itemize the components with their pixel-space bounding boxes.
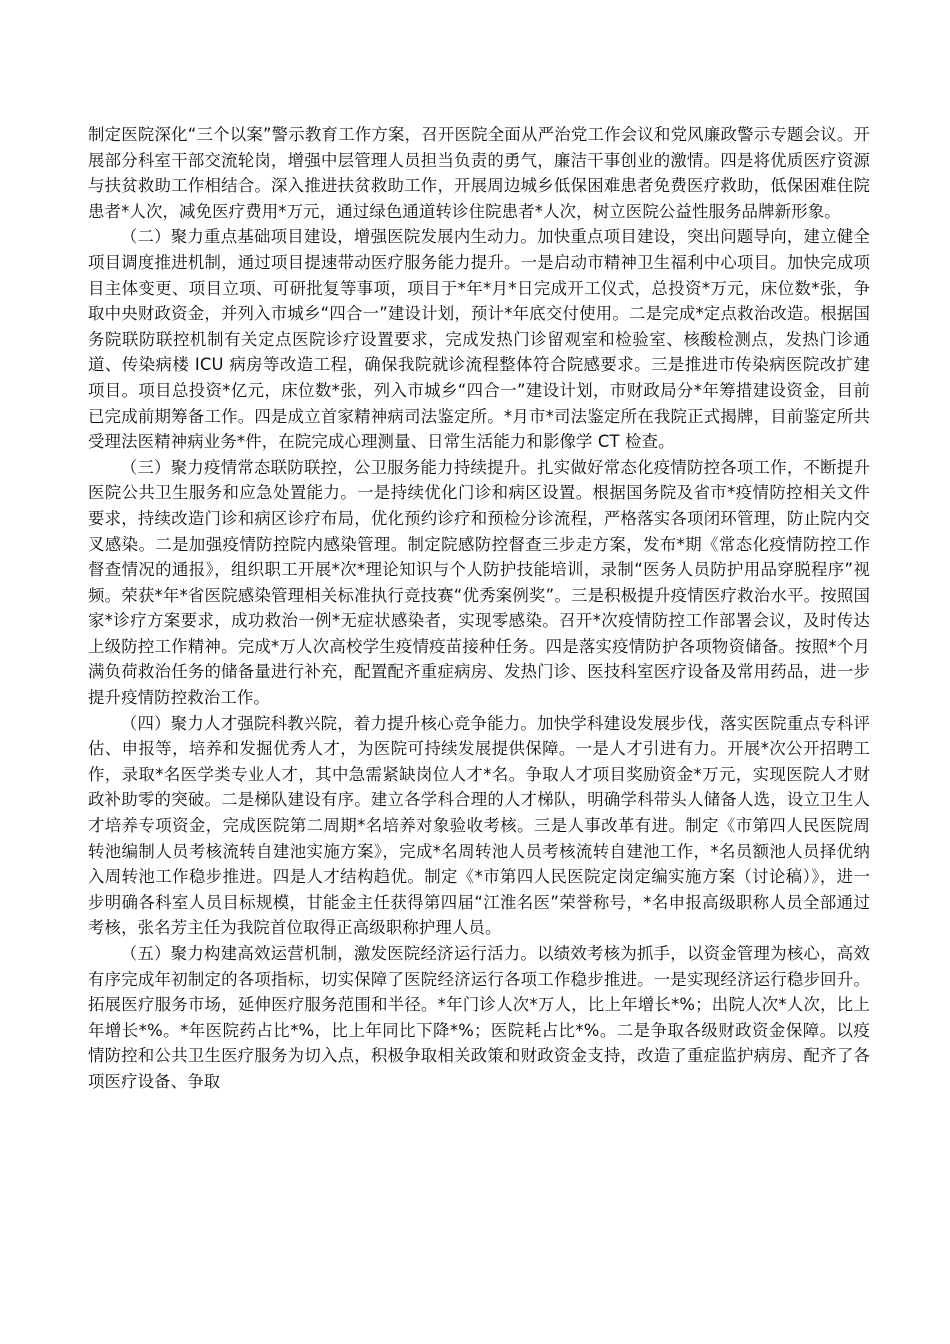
paragraph-section-5: （五）聚力构建高效运营机制，激发医院经济运行活力。以绩效考核为抓手，以资金管理为核心，高效有序完成年初制定的各项指标，切实保障了医院经济运行各项工作稳步推进。一是实现经济运行稳步回升。拓展医疗服务市场，延伸医疗服务范围和半径。*年门诊人次*万人，比上年增长*%；出院人次*人次，比上年增长*%。*年医院药占比*%，比上年同比下降*%；医院耗占比*%。二是争取各级财政资金保障。以疫情防控和公共卫生医疗服务为切入点，积极争取相关政策和财政资金支持，改造了重症监护病房、配齐了各项医疗设备、争取	[88, 944, 870, 1091]
paragraph-section-2: （二）聚力重点基础项目建设，增强医院发展内生动力。加快重点项目建设，突出问题导向，建立健全项目调度推进机制，通过项目提速带动医疗服务能力提升。一是启动市精神卫生福利中心项目。加快完成项目主体变更、项目立项、可研批复等事项，项目于*年*月*日完成开工仪式，总投资*万元，床位数*张，争取中央财政资金，并列入市城乡“四合一”建设计划，预计*年底交付使用。二是完成*定点救治改造。根据国务院联防联控机制有关定点医院诊疗设置要求，完成发热门诊留观室和检验室、核酸检测点，发热门诊通道、传染病楼 ICU 病房等改造工程，确保我院就诊流程整体符合院感要求。三是推进市传染病医院改扩建项目。项目总投资*亿元，床位数*张，列入市城乡“四合一”建设计划，市财政局分*年筹措建设资金，目前已完成前期筹备工作。四是成立首家精神病司法鉴定所。*月市*司法鉴定所在我院正式揭牌，目前鉴定所共受理法医精神病业务*件，在院完成心理测量、日常生活能力和影像学 CT 检查。	[88, 227, 870, 452]
paragraph-section-4: （四）聚力人才强院科教兴院，着力提升核心竞争能力。加快学科建设发展步伐，落实医院重点专科评估、申报等，培养和发掘优秀人才，为医院可持续发展提供保障。一是人才引进有力。开展*次公开招聘工作，录取*名医学类专业人才，其中急需紧缺岗位人才*名。争取人才项目奖励资金*万元，实现医院人才财政补助零的突破。二是梯队建设有序。建立各学科合理的人才梯队，明确学科带头人储备人选，设立卫生人才培养专项资金，完成医院第二周期*名培养对象验收考核。三是人事改革有进。制定《市第四人民医院周转池编制人员考核流转自建池实施方案》，完成*名周转池人员考核流转自建池工作，*名员额池人员择优纳入周转池工作稳步推进。四是人才结构趋优。制定《*市第四人民医院定岗定编实施方案（讨论稿）》，进一步明确各科室人员目标规模，甘能金主任获得第四届“江淮名医”荣誉称号，*名申报高级职称人员全部通过考核，张名芳主任为我院首位取得正高级职称护理人员。	[88, 713, 870, 938]
paragraph-continuation: 制定医院深化“三个以案”警示教育工作方案，召开医院全面从严治党工作会议和党风廉政警示专题会议。开展部分科室干部交流轮岗，增强中层管理人员担当负责的勇气，廉洁干事创业的激情。四是将优质医疗资源与扶贫救助工作相结合。深入推进扶贫救助工作，开展周边城乡低保困难患者免费医疗救助，低保困难住院患者*人次，减免医疗费用*万元，通过绿色通道转诊住院患者*人次，树立医院公益性服务品牌新形象。	[88, 125, 870, 221]
document-body	[88, 122, 870, 1095]
paragraph-section-3: （三）聚力疫情常态联防联控，公卫服务能力持续提升。扎实做好常态化疫情防控各项工作，不断提升医院公共卫生服务和应急处置能力。一是持续优化门诊和病区设置。根据国务院及省市*疫情防控相关文件要求，持续改造门诊和病区诊疗布局，优化预约诊疗和预检分诊流程，严格落实各项闭环管理，防止院内交叉感染。二是加强疫情防控院内感染管理。制定院感防控督查三步走方案，发布*期《常态化疫情防控工作督查情况的通报》，组织职工开展*次*理论知识与个人防护技能培训，录制“医务人员防护用品穿脱程序”视频。荣获*年*省医院感染管理相关标准执行竞技赛“优秀案例奖”。三是积极提升疫情医疗救治水平。按照国家*诊疗方案要求，成功救治一例*无症状感染者，实现零感染。召开*次疫情防控工作部署会议，及时传达上级防控工作精神。完成*万人次高校学生疫情疫苗接种任务。四是落实疫情防护各项物资储备。按照*个月满负荷救治任务的储备量进行补充，配置配齐重症病房、发热门诊、医技科室医疗设备及常用药品，进一步提升疫情防控救治工作。	[88, 457, 870, 708]
